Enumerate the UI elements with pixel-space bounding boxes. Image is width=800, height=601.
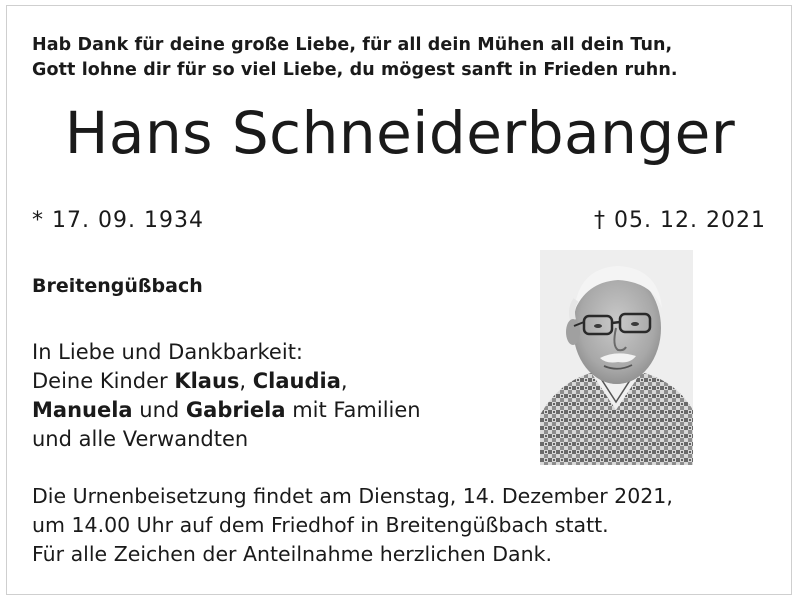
mourners-line-2 [32,367,421,396]
mourners-block [32,338,421,454]
child-name-claudia: Claudia [252,369,341,393]
notice-line-2: um 14.00 Uhr auf dem Friedhof in Breitengüßbach statt. [32,513,609,537]
portrait-photo [540,250,693,465]
hometown: Breitengüßbach [32,275,203,297]
separator: , [239,369,253,393]
mourners-line-3 [32,396,421,425]
mourners-line-4: und alle Verwandten [32,427,249,451]
deceased-name: Hans Schneiderbanger [64,99,736,167]
portrait-image [540,250,693,465]
conjunction: und [132,398,186,422]
child-name-gabriela: Gabriela [185,398,286,422]
verse-line-1: Hab Dank für deine große Liebe, für all dein Mühen all dein Tun, [32,35,673,55]
funeral-notice [32,482,673,569]
child-name-manuela: Manuela [32,398,133,422]
families-label: mit Familien [285,398,421,422]
separator: , [340,369,348,393]
birth-date: * 17. 09. 1934 [32,208,204,233]
notice-line-1: Die Urnenbeisetzung findet am Dienstag, 14. Dezember 2021, [32,484,673,508]
child-name-klaus: Klaus [174,369,240,393]
verse-line-2: Gott lohne dir für so viel Liebe, du mögest sanft in Frieden ruhn. [32,60,678,80]
notice-line-3: Für alle Zeichen der Anteilnahme herzlichen Dank. [32,542,552,566]
children-label: Deine Kinder [32,369,175,393]
mourners-intro: In Liebe und Dankbarkeit: [32,340,304,364]
death-date: † 05. 12. 2021 [594,208,766,233]
verse [32,33,678,83]
